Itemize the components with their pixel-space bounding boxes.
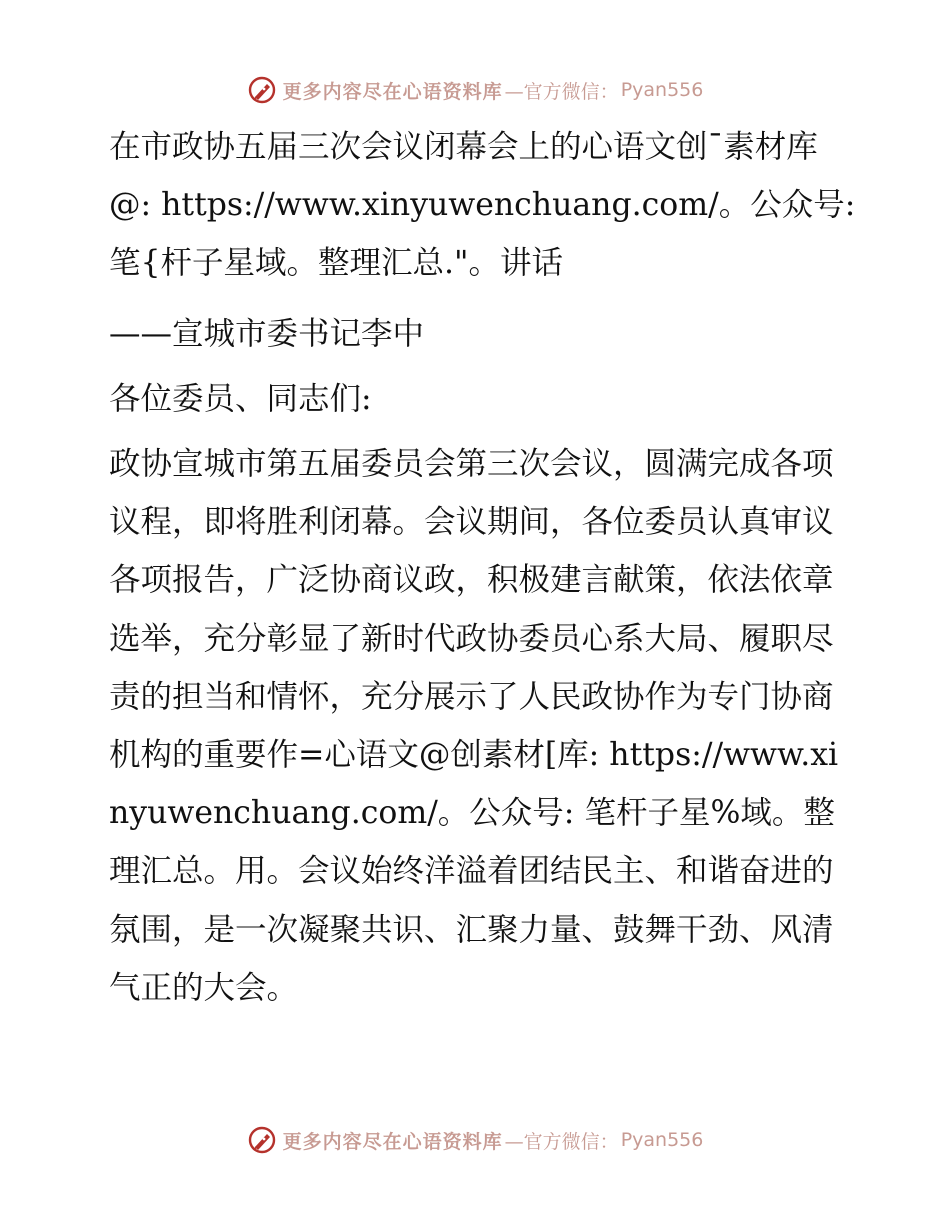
pen-circle-logo-icon: [247, 1125, 277, 1155]
body-paragraph: 政协宣城市第五届委员会第三次会议，圆满完成各项议程，即将胜利闭幕。会议期间，各位委员认真审议各项报告，广泛协商议政，积极建言献策，依法依章选举，充分彰显了新时代政协委员心系大局、履职尽责的担当和情怀，充分展示了人民政协作为专门协商机构的重要作=心语文@创素材[库: https://www.xinyuwenchuang.com/。公众号: 笔杆子星%域。整理汇总。用。会议始终洋溢着团结民主、和谐奋进的氛围，是一次凝聚共识、汇聚力量、鼓舞干劲、风清气正的大会。: [109, 446, 839, 1006]
watermark-text: 更多内容尽在心语资料库: [282, 80, 503, 103]
salutation: 各位委员、同志们:: [109, 380, 372, 417]
watermark-dash-text: —官方微信：: [504, 1130, 619, 1153]
pen-circle-logo-icon: [247, 75, 277, 105]
author-line: ——宣城市委书记李中: [109, 315, 425, 352]
wechat-id: Pyan556: [620, 79, 704, 101]
watermark-dash-text: —官方微信：: [504, 80, 619, 103]
document-title: 在市政协五届三次会议闭幕会上的心语文创¯素材库@: https://www.xinyuwenchuang.com/。公众号: 笔{杆子星域。整理汇总."。讲话: [109, 129, 856, 282]
footer-watermark: [0, 1120, 950, 1160]
document-body: [97, 118, 857, 1017]
header-watermark: [0, 70, 950, 110]
wechat-id: Pyan556: [620, 1129, 704, 1151]
watermark-text: 更多内容尽在心语资料库: [282, 1130, 503, 1153]
